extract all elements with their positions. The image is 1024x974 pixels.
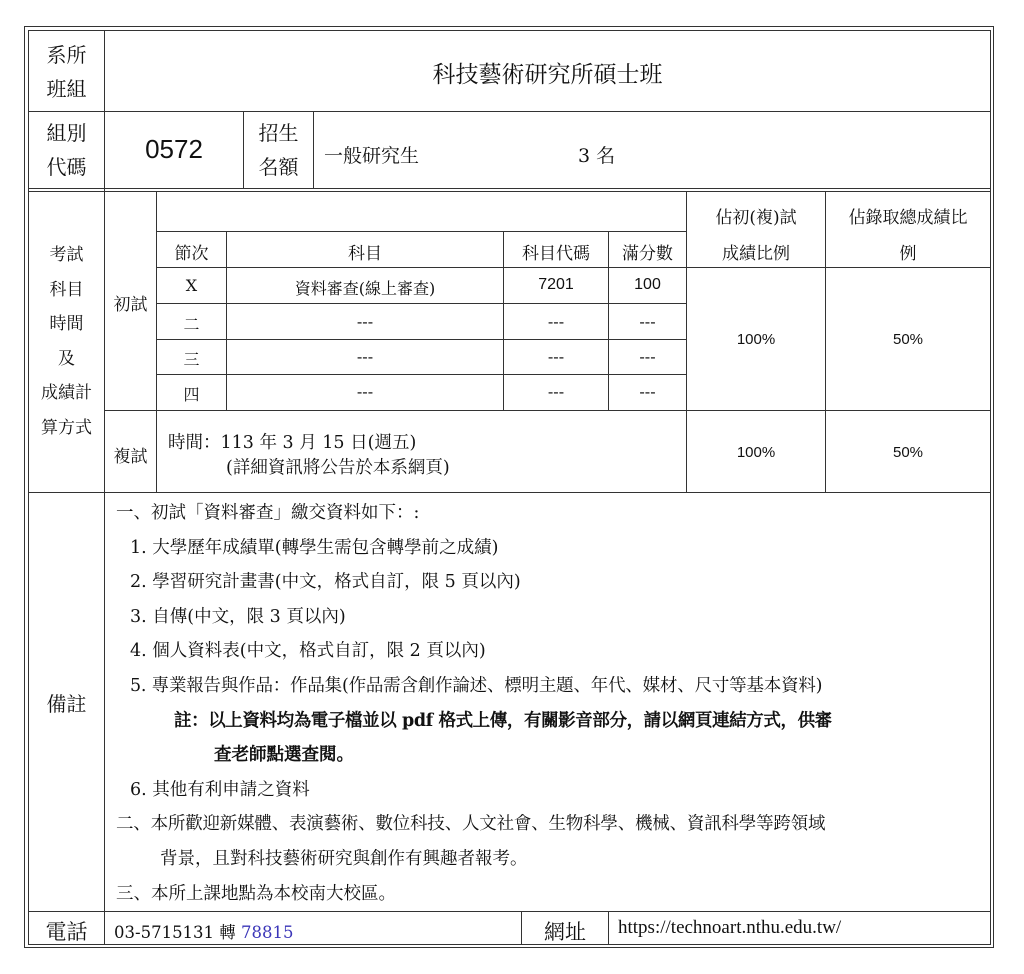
second-round-time: 時間：113 年 3 月 15 日(週五) [168, 433, 417, 453]
note-line: 3. 自傳(中文，限 3 頁以內) [130, 606, 346, 627]
divider [28, 111, 990, 112]
divider [156, 231, 686, 232]
note-line: 背景，且對科技藝術研究與創作有興趣者報考。 [160, 848, 528, 869]
note-line: 4. 個人資料表(中文，格式自訂，限 2 頁以內) [130, 641, 486, 662]
total-header: 佔錄取總成績比 例 [848, 208, 968, 264]
divider [28, 944, 990, 945]
notes-label: 備註 [46, 692, 87, 716]
estimate-header: 佔初(複)試 成績比例 [715, 208, 797, 264]
divider [28, 30, 990, 31]
second-round-label: 複試 [113, 447, 148, 467]
note-line: 註：以上資料均為電子檔並以 pdf 格式上傳，有關影音部分，請以網頁連結方式，供審 [174, 710, 832, 731]
divider [28, 191, 990, 192]
phone-ext-link[interactable]: 78815 [241, 923, 294, 942]
table-row: 四 --- --- --- [183, 382, 656, 404]
note-line: 二、本所歡迎新媒體、表演藝術、數位科技、人文社會、生物科學、機械、資訊科學等跨領域 [116, 814, 826, 835]
note-line: 一、初試「資料審查」繳交資料如下：: [116, 503, 420, 523]
divider [608, 911, 609, 945]
note-line: 5. 專業報告與作品：作品集(作品需含創作論述、標明主題、年代、媒材、尺寸等基本資料) [130, 675, 823, 696]
divider [28, 492, 990, 493]
note-line: 2. 學習研究計畫書(中文，格式自訂，限 5 頁以內) [130, 572, 521, 593]
divider [313, 111, 314, 189]
divider [104, 410, 990, 411]
col-score: 滿分數 [622, 244, 673, 264]
table-row: 二 --- --- --- [183, 312, 656, 334]
quota-label: 招生 名額 [258, 121, 299, 179]
divider [990, 30, 991, 945]
phone-label: 電話 [45, 920, 88, 944]
notes-list [116, 496, 832, 911]
divider [156, 191, 157, 410]
first-round-total: 50% [892, 331, 924, 348]
second-round-ratio: 100% [736, 444, 776, 461]
website-url[interactable]: https://technoart.nthu.edu.tw/ [618, 917, 842, 938]
col-code: 科目代碼 [522, 244, 590, 264]
quota-type: 一般研究生 [324, 145, 420, 167]
table-row: X 資料審查(線上審查) 7201 100 [185, 276, 661, 298]
divider [156, 339, 686, 340]
divider [156, 303, 686, 304]
exam-label: 考試 科目 時間 及 成績計 算方式 [41, 245, 92, 438]
col-subject: 科目 [348, 244, 382, 264]
divider [104, 30, 105, 945]
first-round-label: 初試 [113, 295, 148, 315]
note-line: 三、本所上課地點為本校南大校區。 [116, 883, 396, 904]
second-round-note: (詳細資訊將公告於本系網頁) [226, 458, 450, 478]
divider [156, 374, 686, 375]
divider [28, 911, 990, 912]
code-label: 組別 代碼 [46, 121, 87, 179]
table-row: 三 --- --- --- [183, 347, 656, 369]
note-line: 6. 其他有利申請之資料 [130, 779, 310, 800]
divider [156, 410, 157, 492]
quota-count: 3 名 [578, 145, 616, 167]
divider [28, 188, 990, 189]
phone-number: 03-5715131 轉 78815 [114, 923, 294, 942]
note-line: 查老師點選查閱。 [214, 745, 354, 766]
second-round-total: 50% [892, 444, 924, 461]
dept-name: 科技藝術研究所碩士班 [432, 62, 663, 88]
col-session: 節次 [174, 244, 209, 264]
code-value: 0572 [145, 134, 203, 164]
first-round-ratio: 100% [736, 331, 776, 348]
dept-label: 系所 班組 [46, 43, 87, 101]
note-line: 1. 大學歷年成績單(轉學生需包含轉學前之成績) [130, 537, 499, 558]
website-label: 網址 [544, 920, 586, 944]
